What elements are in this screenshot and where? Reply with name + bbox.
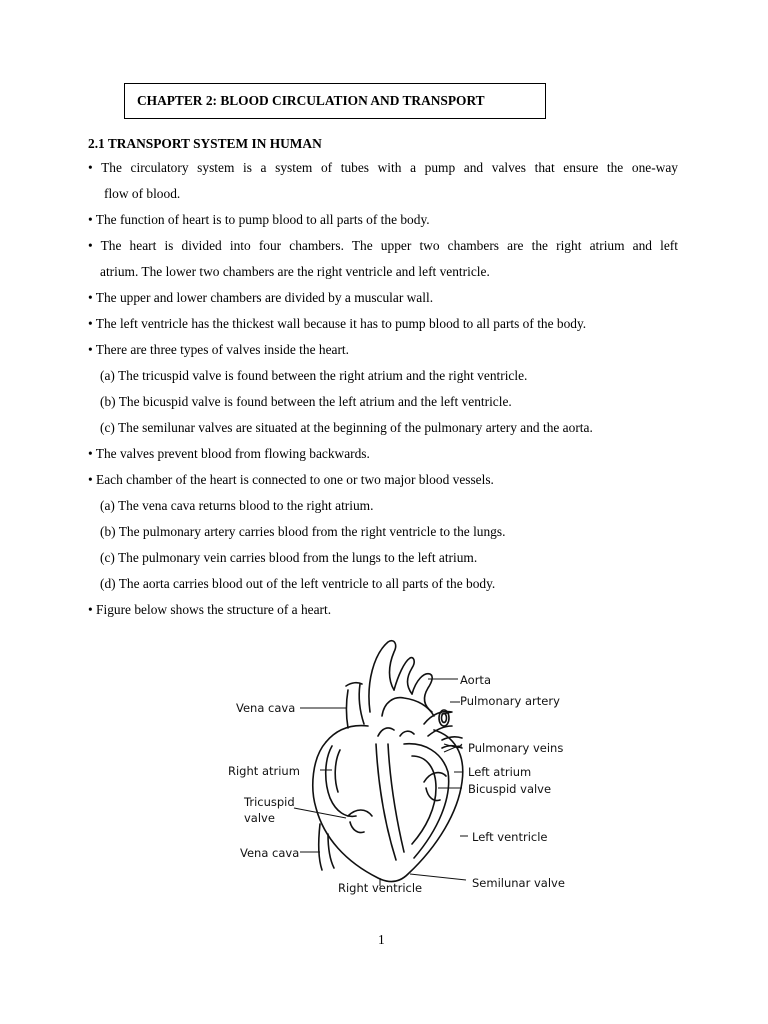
label-vena-cava-bottom: Vena cava — [240, 846, 300, 860]
label-tricuspid-valve-2: valve — [244, 811, 275, 825]
vessel-item-d: (d) The aorta carries blood out of the left ventricle to all parts of the body. — [100, 576, 496, 591]
body-line-4: • The heart is divided into four chambers. The upper two chambers are the right atrium and left — [88, 238, 678, 253]
chapter-title: CHAPTER 2: BLOOD CIRCULATION AND TRANSPORT — [137, 93, 485, 108]
label-vena-cava-top: Vena cava — [236, 701, 296, 715]
label-semilunar-valve: Semilunar valve — [472, 876, 565, 890]
section-heading: 2.1 TRANSPORT SYSTEM IN HUMAN — [88, 136, 322, 151]
label-left-atrium: Left atrium — [468, 765, 532, 779]
body-line-6: • The upper and lower chambers are divided by a muscular wall. — [88, 290, 434, 305]
body-line-8: • There are three types of valves inside the heart. — [88, 342, 349, 357]
body-line-2: flow of blood. — [104, 186, 181, 201]
body-line-5: atrium. The lower two chambers are the right ventricle and left ventricle. — [100, 264, 490, 279]
page-number: 1 — [378, 932, 385, 947]
figure-intro-line: • Figure below shows the structure of a heart. — [88, 602, 332, 617]
body-line-7: • The left ventricle has the thickest wall because it has to pump blood to all parts of the body. — [88, 316, 587, 331]
label-right-atrium: Right atrium — [228, 764, 300, 778]
vessel-item-a: (a) The vena cava returns blood to the right atrium. — [100, 498, 374, 513]
chapter-title-box — [124, 83, 546, 119]
label-pulmonary-artery: Pulmonary artery — [460, 694, 560, 708]
heart-drawing — [313, 641, 463, 882]
vessel-item-b: (b) The pulmonary artery carries blood from the right ventricle to the lungs. — [100, 524, 506, 539]
valve-item-b: (b) The bicuspid valve is found between the left atrium and the left ventricle. — [100, 394, 512, 409]
label-tricuspid-valve: Tricuspid — [244, 795, 295, 809]
valve-item-a: (a) The tricuspid valve is found between the right atrium and the right ventricle. — [100, 368, 528, 383]
label-left-ventricle: Left ventricle — [472, 830, 548, 844]
body-line-13: • Each chamber of the heart is connected to one or two major blood vessels. — [88, 472, 494, 487]
label-right-ventricle: Right ventricle — [338, 881, 423, 895]
vessel-item-c: (c) The pulmonary vein carries blood from the lungs to the left atrium. — [100, 550, 478, 565]
label-pulmonary-veins: Pulmonary veins — [468, 741, 564, 755]
body-line-12: • The valves prevent blood from flowing backwards. — [88, 446, 370, 461]
label-bicuspid-valve: Bicuspid valve — [468, 782, 552, 796]
body-line-1: • The circulatory system is a system of tubes with a pump and valves that ensure the one-way — [88, 160, 678, 175]
body-line-3: • The function of heart is to pump blood to all parts of the body. — [88, 212, 430, 227]
heart-diagram — [228, 632, 580, 900]
valve-item-c: (c) The semilunar valves are situated at the beginning of the pulmonary artery and the aorta. — [100, 420, 593, 435]
label-aorta: Aorta — [460, 673, 491, 687]
